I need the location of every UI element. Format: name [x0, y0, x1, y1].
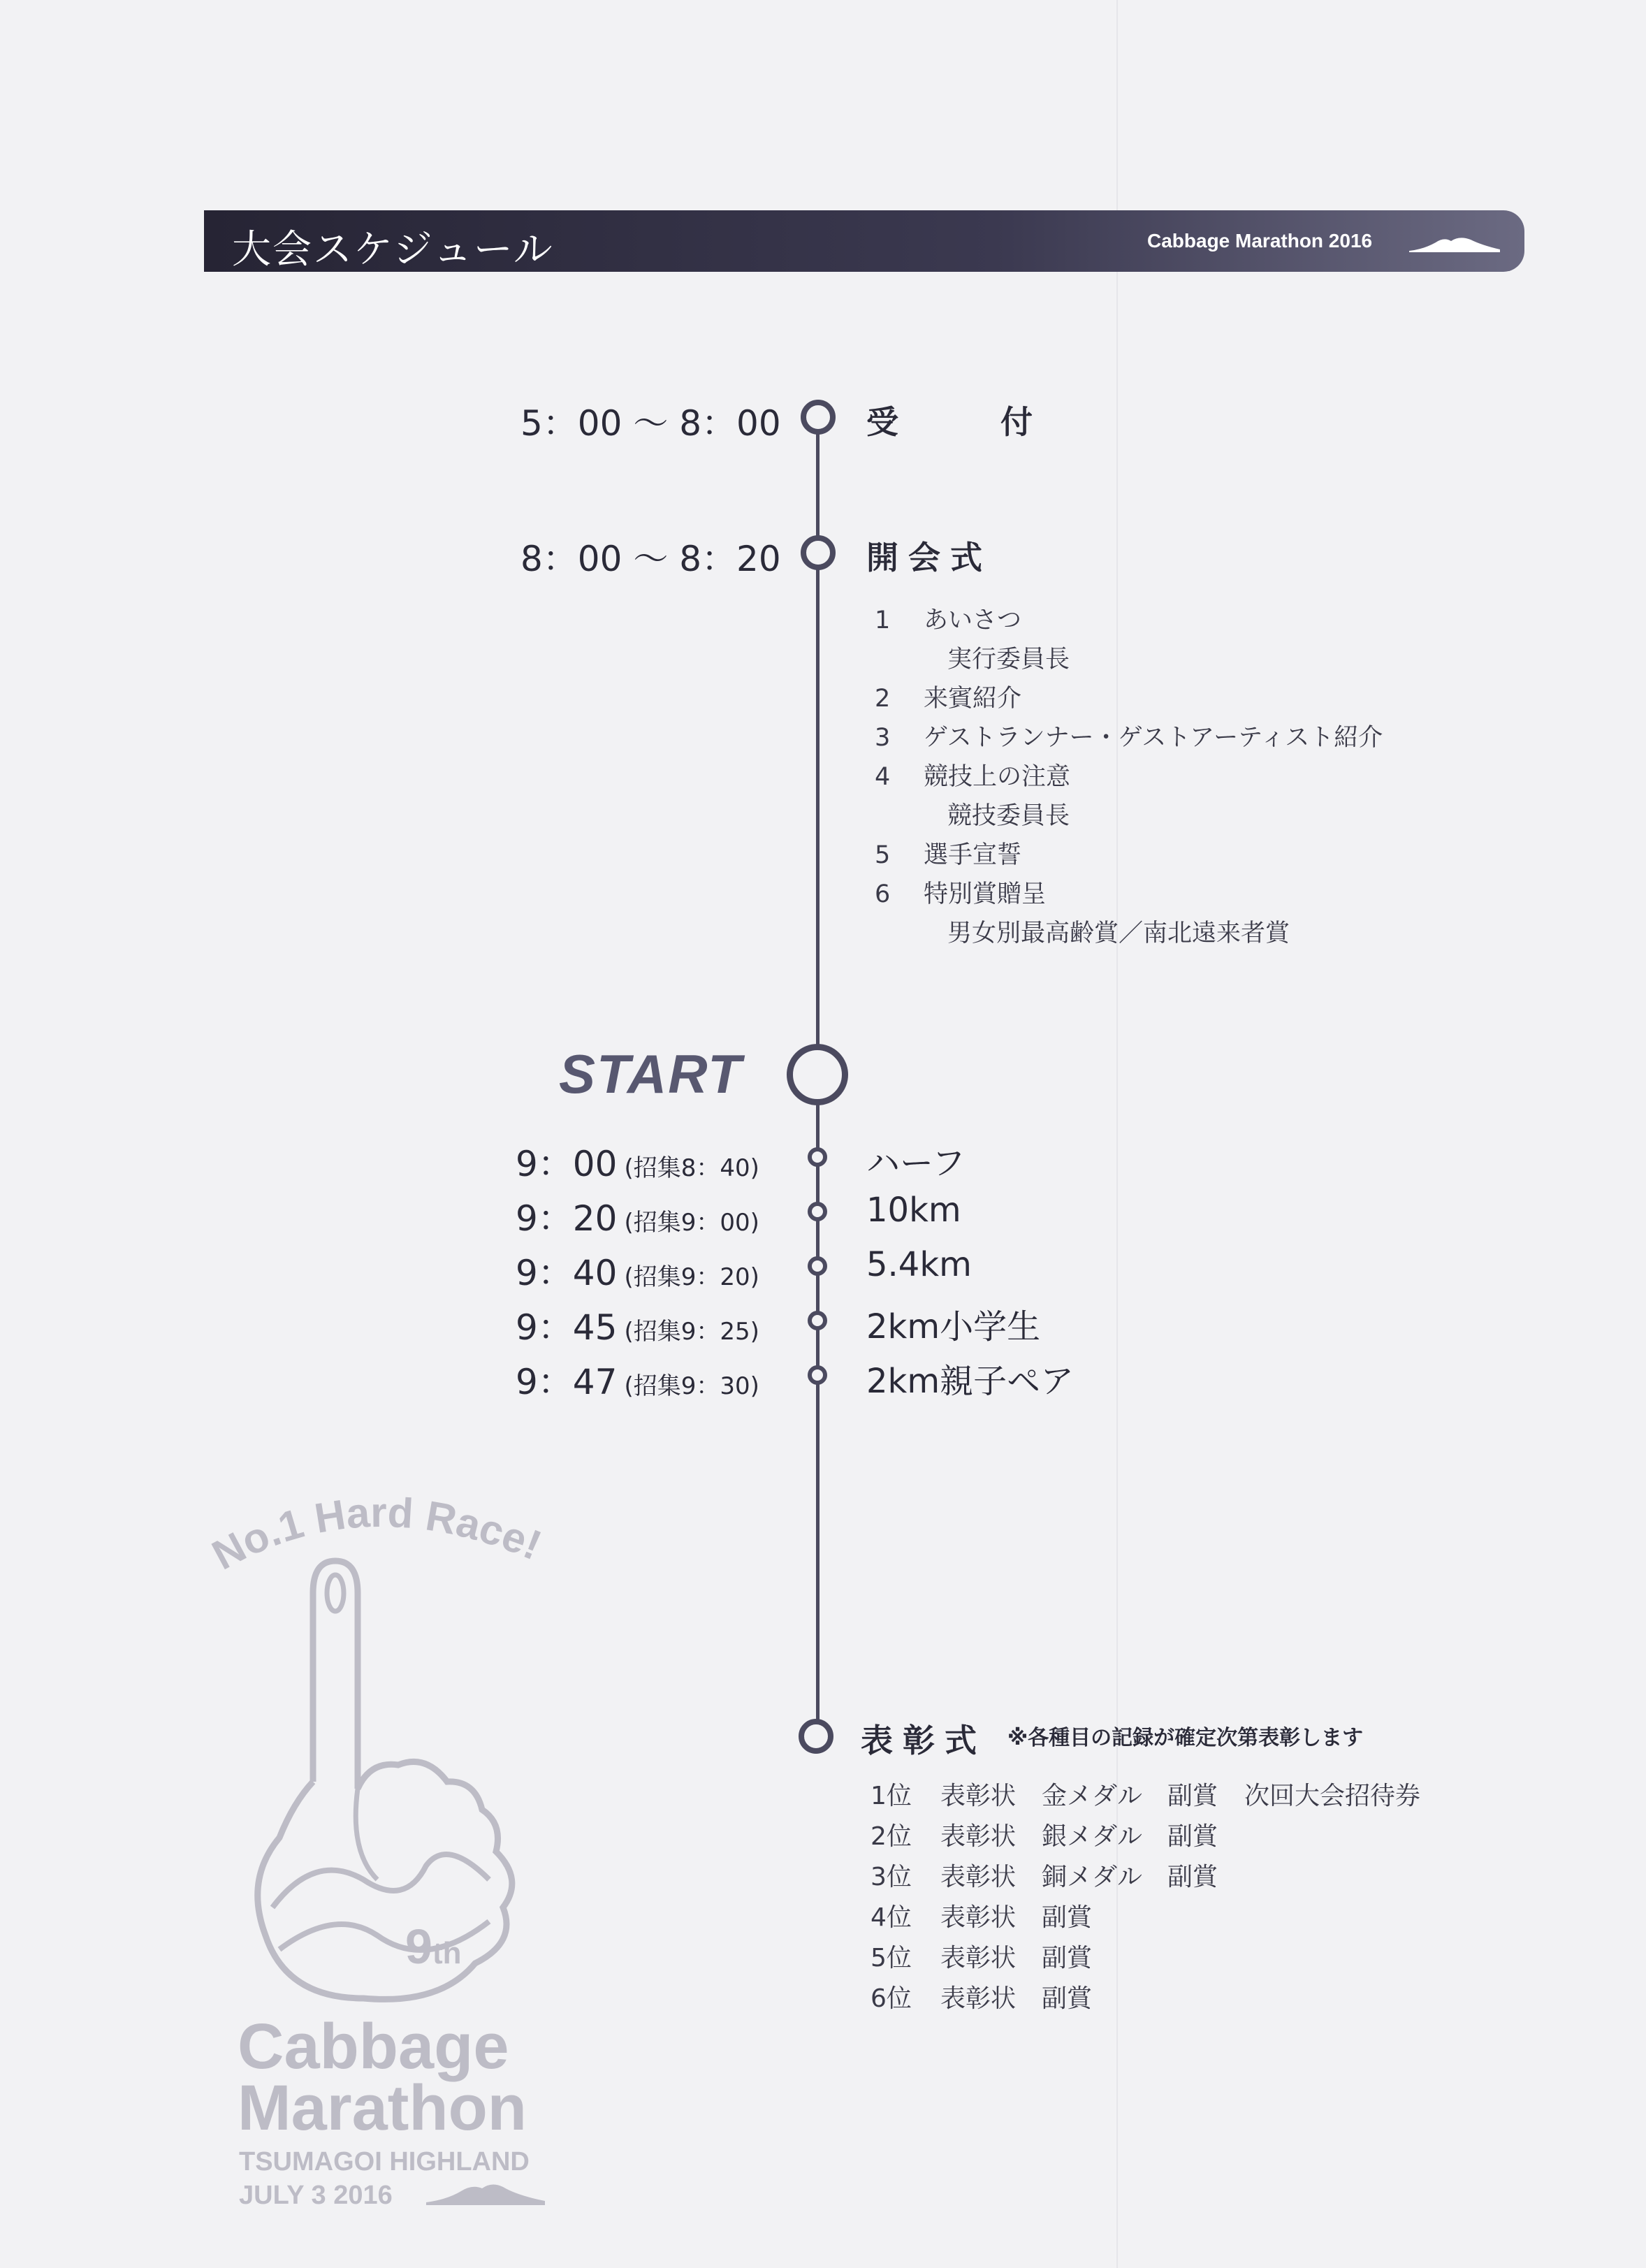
agenda-item: 実行委員長 [947, 646, 1070, 674]
race-node [808, 1311, 827, 1330]
prize-row: 6位 表彰状 副賞 [871, 1984, 1093, 2013]
race-time: 9：00 (招集8：40) [516, 1144, 759, 1184]
opening-label: 開会式 [866, 539, 992, 576]
race-time: 9：40 (招集9：20) [516, 1253, 759, 1293]
agenda-item: 2 来賓紹介 [875, 685, 1022, 713]
agenda-item: 男女別最高齢賞／南北遠来者賞 [947, 919, 1290, 947]
prize-row: 4位 表彰状 副賞 [871, 1903, 1093, 1932]
race-name: 2km親子ペア [866, 1362, 1075, 1401]
agenda-item: 6 特別賞贈呈 [875, 880, 1047, 908]
race-node [808, 1147, 827, 1167]
race-node [808, 1202, 827, 1221]
awards-node [799, 1719, 833, 1754]
race-node [808, 1365, 827, 1385]
opening-time: 8：00 ～ 8：20 [520, 539, 781, 579]
race-time: 9：45 (招集9：25) [516, 1307, 759, 1348]
race-time: 9：20 (招集9：00) [516, 1198, 759, 1239]
race-time: 9：47 (招集9：30) [516, 1362, 759, 1402]
svg-text:No.1 Hard Race!: No.1 Hard Race! [204, 1488, 548, 1579]
prize-row: 2位 表彰状 銀メダル 副賞 [871, 1822, 1218, 1851]
prize-row: 5位 表彰状 副賞 [871, 1944, 1093, 1972]
reception-time: 5：00 ～ 8：00 [520, 403, 781, 444]
race-name: ハーフ [866, 1144, 966, 1183]
svg-text:JULY 3 2016: JULY 3 2016 [239, 2181, 393, 2210]
svg-text:Cabbage: Cabbage [238, 2011, 509, 2082]
opening-node [801, 535, 836, 570]
prize-row: 1位 表彰状 金メダル 副賞 次回大会招待券 [871, 1782, 1421, 1810]
mountain-icon [1409, 234, 1500, 254]
agenda-item: 1 あいさつ [875, 606, 1022, 634]
page-title: 大会スケジュール [232, 227, 554, 272]
svg-text:9th: 9th [405, 1919, 462, 1974]
reception-label: 受 付 [866, 403, 1068, 441]
agenda-item: 4 競技上の注意 [875, 763, 1071, 791]
agenda-item: 競技委員長 [947, 802, 1070, 830]
race-name: 5.4km [866, 1245, 972, 1284]
header-brand: Cabbage Marathon 2016 [1147, 230, 1373, 252]
start-label: START [559, 1043, 743, 1105]
cabbage-marathon-logo [196, 1488, 587, 2229]
header-bar [204, 210, 1524, 272]
agenda-item: 5 選手宣誓 [875, 841, 1022, 869]
awards-label: 表彰式 [861, 1722, 986, 1759]
agenda-item: 3 ゲストランナー・ゲストアーティスト紹介 [875, 724, 1383, 752]
race-name: 2km小学生 [866, 1307, 1041, 1346]
paper-fold-line [1116, 0, 1118, 2268]
race-name: 10km [866, 1191, 961, 1230]
race-node [808, 1256, 827, 1276]
svg-text:Marathon: Marathon [238, 2072, 527, 2144]
start-node [787, 1044, 848, 1105]
reception-node [801, 400, 836, 435]
prize-row: 3位 表彰状 銅メダル 副賞 [871, 1863, 1218, 1891]
svg-text:TSUMAGOI HIGHLAND: TSUMAGOI HIGHLAND [239, 2147, 530, 2176]
awards-note: ※各種目の記録が確定次第表彰します [1007, 1726, 1364, 1750]
